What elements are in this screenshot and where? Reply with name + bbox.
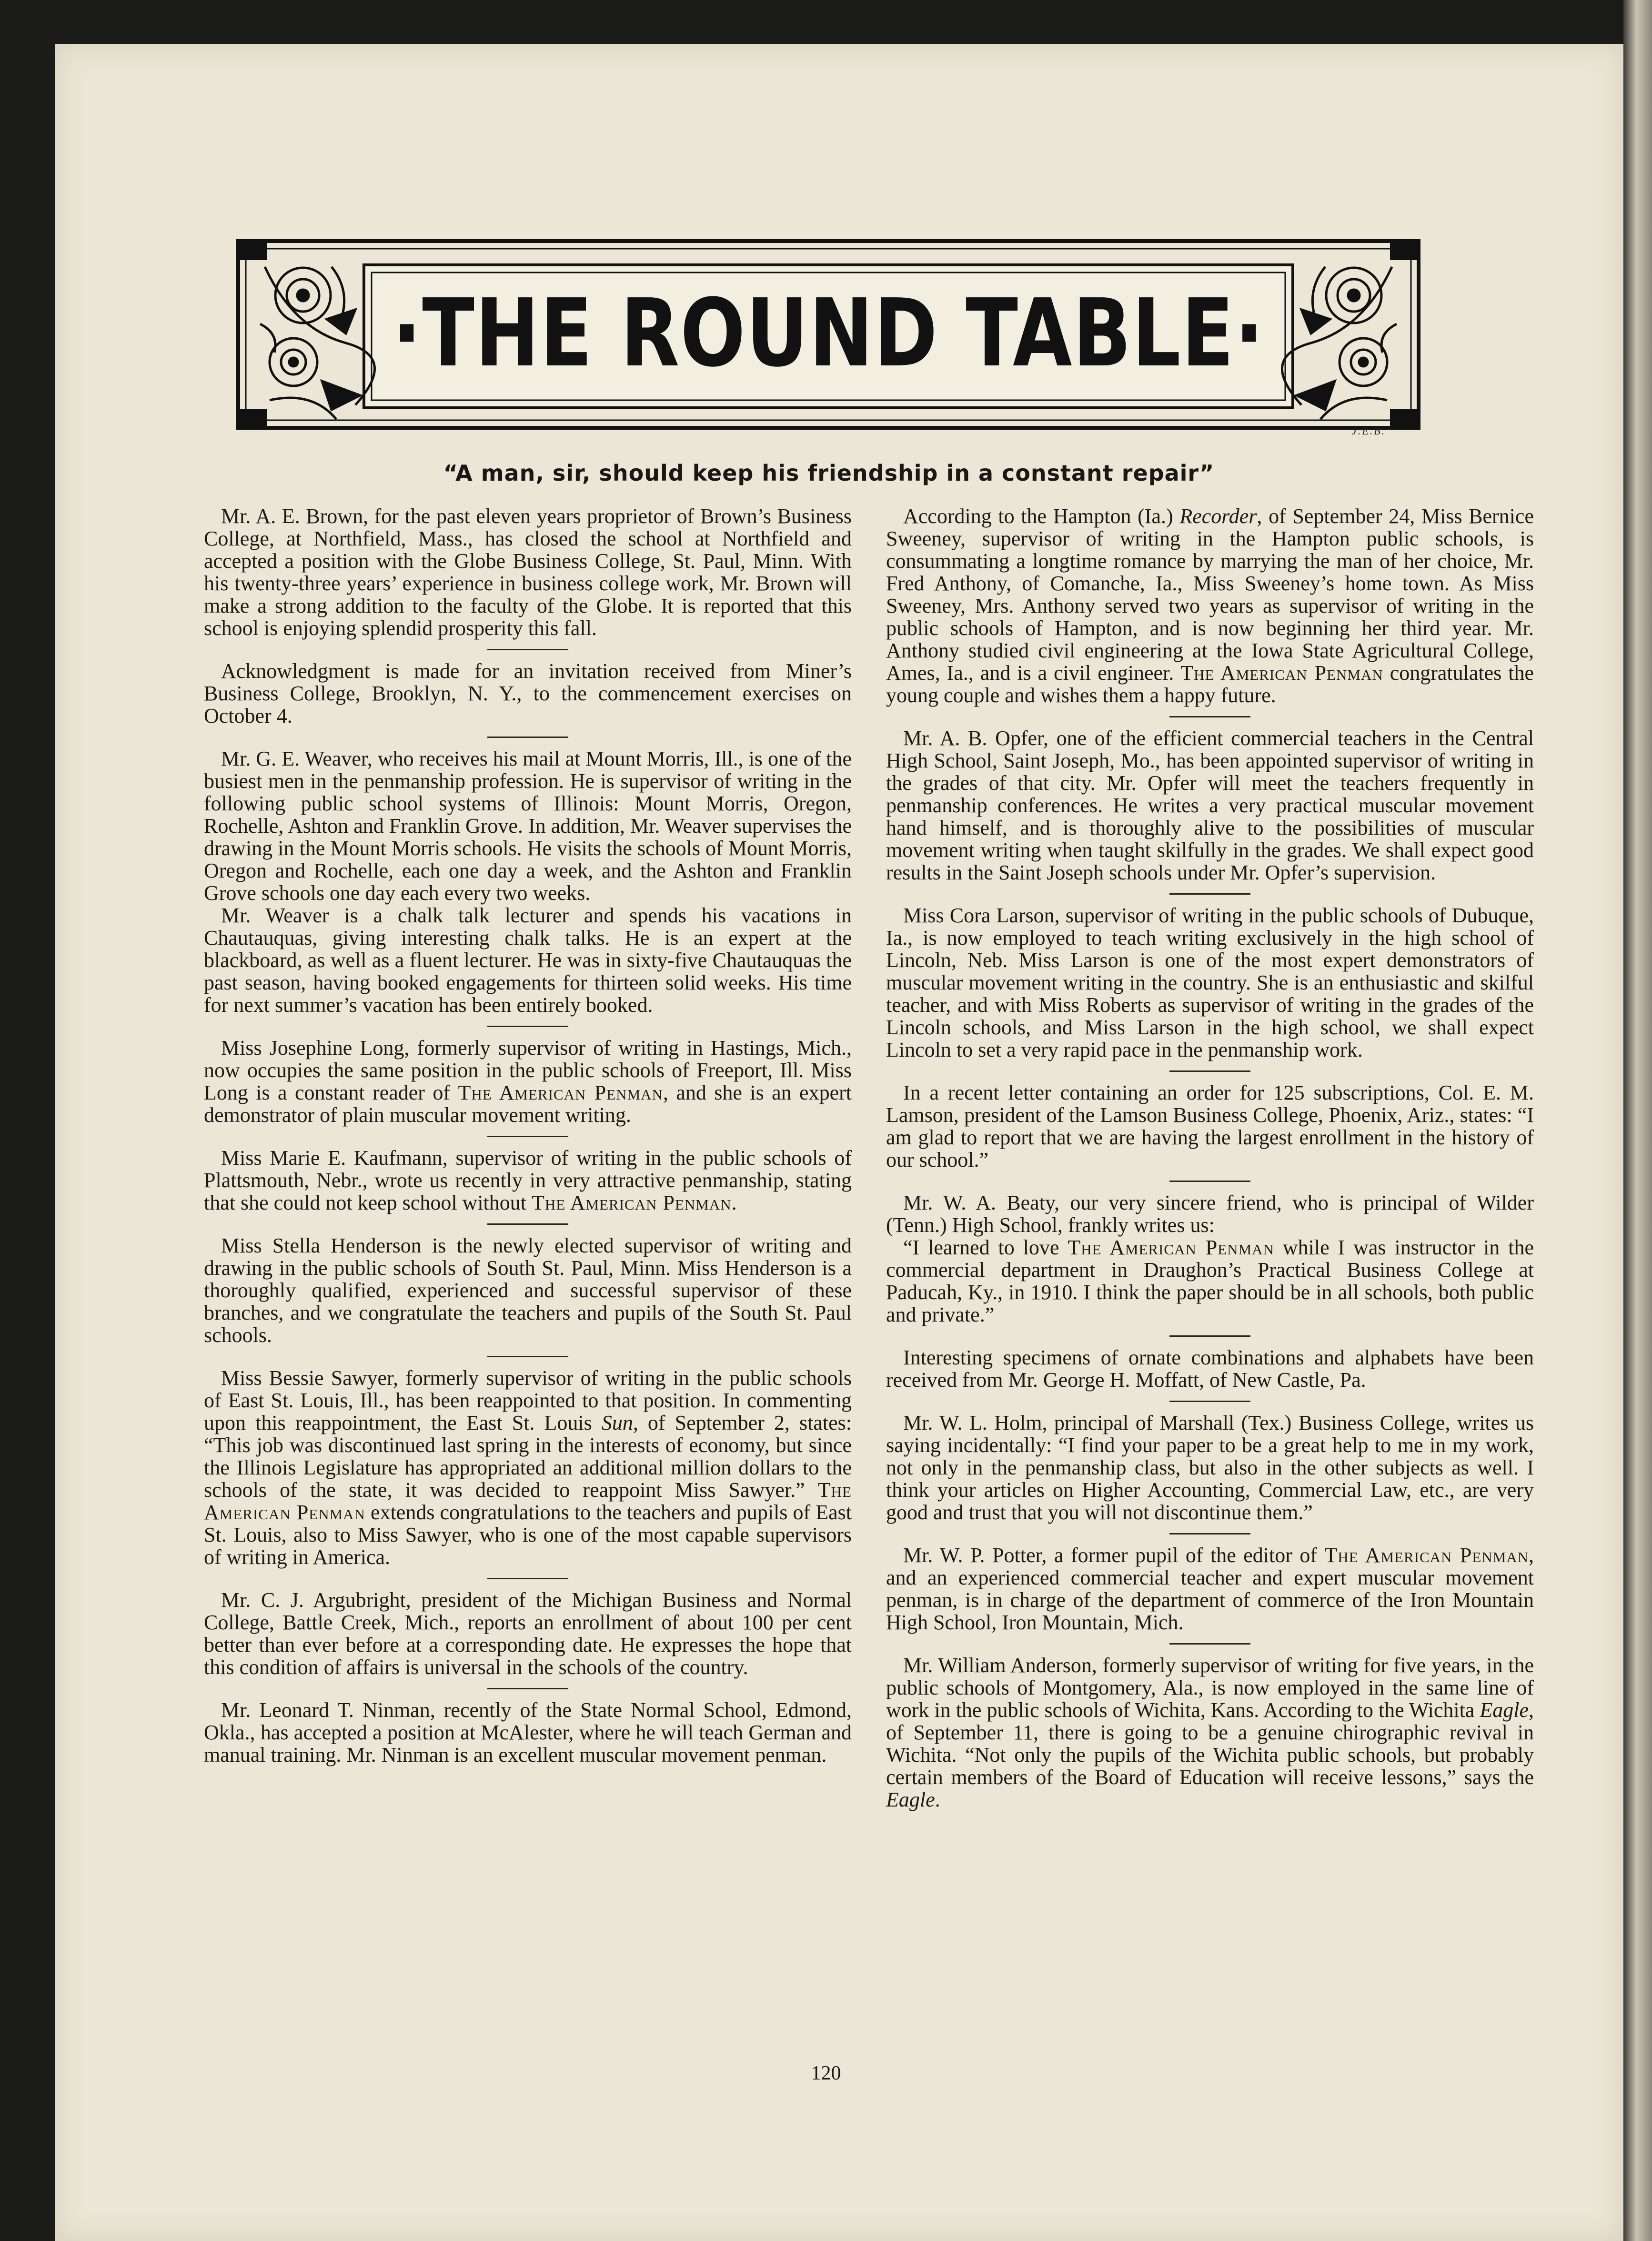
section-divider <box>1169 1643 1250 1645</box>
section-divider <box>487 649 568 650</box>
news-item-paragraph: Mr. W. L. Holm, principal of Marshall (Tex.) Business College, writes us saying incidentally: “I find your paper to be a great help to me in my work, not only in the penmanship class, but also in the other subjects as well. I think your articles on Higher Accounting, Commercial Law, etc., are very good and trust that you will not discontinue them.” <box>886 1411 1534 1524</box>
section-divider <box>1169 1335 1250 1337</box>
news-item-paragraph: “I learned to love The American Penman while I was instructor in the commercial department in Draughon’s Practical Business College at Paducah, Ky., in 1910. I think the paper should be in all schools, both public and private.” <box>886 1236 1534 1326</box>
news-item-paragraph: Mr. A. B. Opfer, one of the efficient commercial teachers in the Central High School, Saint Joseph, Mo., has been appointed supervisor of writing in the grades of that city. Mr. Opfer will meet the teachers frequently in penmanship conferences. He writes a very practical muscular movement hand himself, and is thoroughly alive to the possibilities of muscular movement writing when taught skilfully in the grades. We shall expect good results in the Saint Joseph schools under Mr. Opfer’s supervision. <box>886 727 1534 884</box>
binding-edge <box>1623 0 1652 2241</box>
news-item-paragraph: Miss Bessie Sawyer, formerly supervisor of writing in the public schools of East St. Louis, Ill., has been reappointed to that position. In commenting upon this reappointment, the East St. Louis Sun, of September 2, states: “This job was discontinued last spring in the interests of economy, but since the Illinois Legislature has appropriated an additional million dollars to the schools of the state, it was decided to reappoint Miss Sawyer.” The American Penman extends congratulations to the teachers and pupils of East St. Louis, also to Miss Sawyer, who is one of the most capable supervisors of writing in America. <box>204 1366 852 1569</box>
section-divider <box>1169 716 1250 717</box>
news-item-paragraph: Miss Stella Henderson is the newly elected supervisor of writing and drawing in the public schools of South St. Paul, Minn. Miss Henderson is a thoroughly qualified, experienced and successful supervisor of these branches, and we congratulate the teachers and pupils of the South St. Paul schools. <box>204 1234 852 1347</box>
news-item-paragraph: Mr. Leonard T. Ninman, recently of the State Normal School, Edmond, Okla., has accepted a position at McAlester, where he will teach German and manual training. Mr. Ninman is an excellent muscular movement penman. <box>204 1698 852 1767</box>
section-divider <box>487 1026 568 1027</box>
masthead-banner <box>236 238 1420 437</box>
section-divider <box>487 1578 568 1579</box>
news-item-paragraph: Mr. William Anderson, formerly supervisor of writing for five years, in the public schools of Montgomery, Ala., is now employed in the same line of work in the public schools of Wichita, Kans. According to the Wichita Eagle, of September 11, there is going to be a genuine chirographic revival in Wichita. “Not only the pupils of the Wichita public schools, but probably certain members of the Board of Education will receive lessons,” says the Eagle. <box>886 1654 1534 1811</box>
news-item-paragraph: Miss Marie E. Kaufmann, supervisor of writing in the public schools of Plattsmouth, Nebr., wrote us recently in very attractive penmanship, stating that she could not keep school without The American Penman. <box>204 1146 852 1214</box>
section-divider <box>487 1223 568 1225</box>
rose-ornament-left-icon <box>260 267 375 419</box>
section-divider <box>1169 893 1250 895</box>
news-item-paragraph: In a recent letter containing an order for 125 subscriptions, Col. E. M. Lamson, president of the Lamson Business College, Phoenix, Ariz., states: “I am glad to report that we are having the largest enrollment in the history of our school.” <box>886 1081 1534 1171</box>
masthead-title: ·THE ROUND TABLE· <box>392 279 1265 388</box>
section-divider <box>1169 1533 1250 1534</box>
section-divider <box>487 1136 568 1137</box>
news-item-paragraph: Mr. G. E. Weaver, who receives his mail at Mount Morris, Ill., is one of the busiest men in the penmanship profession. He is supervisor of writing in the following public school systems of Illinois: Mount Morris, Oregon, Rochelle, Ashton and Franklin Grove. In addition, Mr. Weaver supervises the drawing in the Mount Morris schools. He visits the schools of Mount Morris, Oregon and Rochelle, each one day a week, and the Ashton and Franklin Grove schools one day each every two weeks. <box>204 747 852 905</box>
news-item-paragraph: Mr. Weaver is a chalk talk lecturer and spends his vacations in Chautauquas, giving interesting chalk talks. He is an expert at the blackboard, as well as a fluent lecturer. He was in sixty-five Chautauquas the past season, having booked engagements for thirteen solid weeks. His time for next summer’s vacation has been entirely booked. <box>204 904 852 1017</box>
news-item-paragraph: Acknowledgment is made for an invitation received from Miner’s Business College, Brooklyn, N. Y., to the commencement exercises on October 4. <box>204 659 852 727</box>
section-divider <box>487 1356 568 1357</box>
section-divider <box>1169 1181 1250 1182</box>
section-divider <box>487 737 568 738</box>
news-item-paragraph: According to the Hampton (Ia.) Recorder, of September 24, Miss Bernice Sweeney, supervisor of writing in the Hampton public schools, is consummating a longtime romance by marrying the man of her choice, Mr. Fred Anthony, of Comanche, Ia., Miss Sweeney’s home town. As Miss Sweeney, Mrs. Anthony served two years as supervisor of writing in the public schools of Hampton, and is now beginning her third year. Mr. Anthony studied civil engineering at the Iowa State Agricultural College, Ames, Ia., and is a civil engineer. The American Penman congratulates the young couple and wishes them a happy future. <box>886 505 1534 707</box>
news-item-paragraph: Mr. C. J. Argubright, president of the Michigan Business and Normal College, Battle Creek, Mich., reports an enrollment of about 100 per cent better than ever before at a corresponding date. He expresses the hope that this condition of affairs is universal in the schools of the country. <box>204 1588 852 1679</box>
right-column <box>886 505 1534 1811</box>
section-divider <box>1169 1401 1250 1402</box>
artist-signature: J.E.B. <box>1352 425 1386 437</box>
news-item-paragraph: Miss Cora Larson, supervisor of writing in the public schools of Dubuque, Ia., is now employed to teach writing exclusively in the high school of Lincoln, Neb. Miss Larson is one of the most expert demonstrators of muscular movement writing in the country. She is an enthusiastic and skilful teacher, and with Miss Roberts as supervisor of writing in the grades of the Lincoln schools, and Miss Larson in the high school, we shall expect Lincoln to set a very rapid pace in the penmanship work. <box>886 904 1534 1061</box>
news-item-paragraph: Interesting specimens of ornate combinations and alphabets have been received from Mr. George H. Moffatt, of New Castle, Pa. <box>886 1346 1534 1392</box>
news-item-paragraph: Mr. W. A. Beaty, our very sincere friend, who is principal of Wilder (Tenn.) High School, frankly writes us: <box>886 1191 1534 1237</box>
section-divider <box>1169 1070 1250 1072</box>
section-divider <box>487 1688 568 1689</box>
news-item-paragraph: Miss Josephine Long, formerly supervisor of writing in Hastings, Mich., now occupies the same position in the public schools of Freeport, Ill. Miss Long is a constant reader of The American Penman, and she is an expert demonstrator of plain muscular movement writing. <box>204 1036 852 1127</box>
news-item-paragraph: Mr. A. E. Brown, for the past eleven years proprietor of Brown’s Business College, at Northfield, Mass., has closed the school at Northfield and accepted a position with the Globe Business College, St. Paul, Minn. With his twenty-three years’ experience in business college work, Mr. Brown will make a strong addition to the faculty of the Globe. It is reported that this school is enjoying splendid prosperity this fall. <box>204 505 852 640</box>
page-number: 120 <box>811 2062 841 2084</box>
motto-line: “A man, sir, should keep his friendship in a constant repair” <box>443 460 1215 486</box>
left-column <box>204 505 852 1766</box>
news-item-paragraph: Mr. W. P. Potter, a former pupil of the editor of The American Penman, and an experienced commercial teacher and expert muscular movement penman, is in charge of the department of commerce of the Iron Mountain High School, Iron Mountain, Mich. <box>886 1544 1534 1634</box>
rose-ornament-right-icon <box>1282 267 1397 419</box>
